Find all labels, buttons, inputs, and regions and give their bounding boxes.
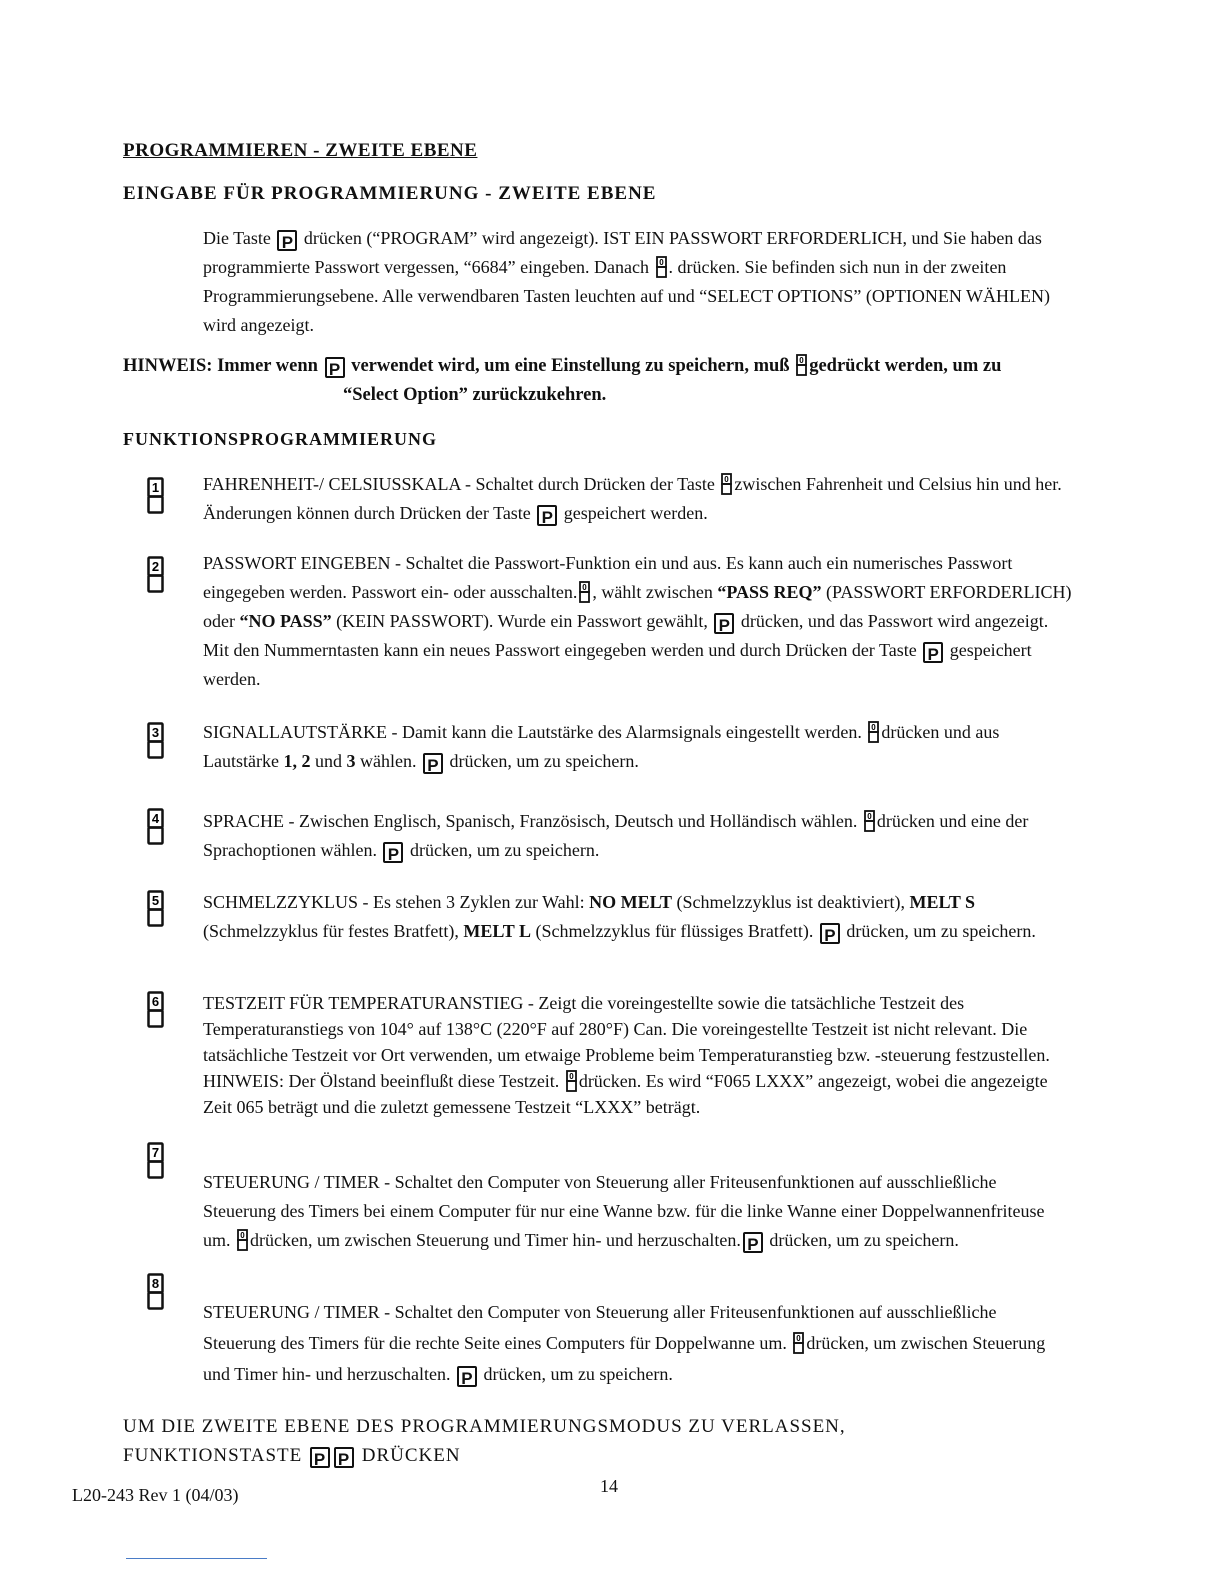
zero-key-icon: [566, 1070, 577, 1092]
function-key-digit: 6: [151, 994, 160, 1009]
svg-text:0: 0: [796, 1334, 802, 1343]
function-item-7: STEUERUNG / TIMER - Schaltet den Computer von Steuerung aller Friteusenfunktionen auf ausschließliche Steuerung des Timers bei einem Computer für nur eine Wanne bzw. für die linke Wanne einer Doppelwannenfriteuse um. 0 drücken, um zwischen Steuerung und Timer hin- und herzuschalten. P drücken, um zu speichern.: [203, 1172, 1045, 1254]
function-item-3: SIGNALLAUTSTÄRKE - Damit kann die Lautstärke des Alarmsignals eingestellt werden. 0 drücken und aus Lautstärke 1, 2 und 3 wählen. P drücken, um zu speichern.: [203, 722, 1000, 775]
p-key-icon: P: [423, 753, 443, 774]
p-key-icon: P: [457, 1366, 477, 1387]
p-key-icon: P: [923, 642, 943, 663]
function-key-digit: 3: [151, 725, 160, 740]
p-key-icon: P: [277, 230, 297, 251]
function-key-7-icon: [147, 1142, 164, 1180]
zero-key-icon: [237, 1229, 248, 1251]
svg-text:0: 0: [582, 583, 588, 592]
function-key-digit: 1: [151, 480, 160, 495]
function-key-4-icon: [147, 808, 164, 846]
p-key-icon: P: [310, 1447, 330, 1468]
page-title: PROGRAMMIEREN - ZWEITE EBENE: [123, 140, 478, 161]
function-key-digit: 2: [151, 559, 160, 574]
function-item-1: FAHRENHEIT-/ CELSIUSSKALA - Schaltet durch Drücken der Taste 0 zwischen Fahrenheit und Celsius hin und her. Änderungen können durch Drücken der Taste P gespeichert werden.: [203, 474, 1062, 527]
p-key-icon: P: [820, 923, 840, 944]
svg-text:0: 0: [658, 258, 664, 267]
p-key-icon: P: [334, 1447, 354, 1468]
function-key-5-icon: [147, 890, 164, 928]
intro-paragraph: Die Taste P drücken (“PROGRAM” wird angezeigt). IST EIN PASSWORT ERFORDERLICH, und Sie haben das programmierte Passwort vergessen, “6684” eingeben. Danach 0 . drücken. Sie befinden sich nun in der zweiten Programmierungsebene. Alle verwendbaren Tasten leuchten auf und “SELECT OPTIONS” (OPTIONEN WÄHLEN) wird angezeigt.: [203, 228, 1051, 335]
function-key-8-icon: [147, 1273, 164, 1311]
zero-key-icon: [793, 1332, 804, 1354]
zero-key-icon: [656, 256, 667, 278]
svg-text:0: 0: [569, 1072, 574, 1081]
zero-key-icon: [864, 810, 875, 832]
function-key-digit: 4: [151, 811, 160, 826]
p-key-icon: P: [714, 613, 734, 634]
function-key-3-icon: [147, 722, 164, 760]
function-item-4: SPRACHE - Zwischen Englisch, Spanisch, Französisch, Deutsch und Holländisch wählen. 0 drücken und eine der Sprachoptionen wählen. P drücken, um zu speichern.: [203, 811, 1029, 864]
note-paragraph: HINWEIS: Immer wenn P verwendet wird, um eine Einstellung zu speichern, muß 0 gedrückt werden, um zu“Select Option” zurückzukehren.: [123, 356, 1002, 405]
function-key-1-icon: [147, 477, 164, 515]
zero-key-icon: [868, 721, 879, 743]
p-key-icon: P: [325, 357, 345, 378]
p-key-icon: P: [383, 842, 403, 863]
function-key-digit: 5: [151, 893, 160, 908]
function-key-6-icon: [147, 991, 164, 1029]
function-key-2-icon: [147, 556, 164, 594]
svg-text:0: 0: [240, 1231, 245, 1240]
zero-key-icon: [796, 354, 807, 376]
p-key-icon: P: [743, 1232, 763, 1253]
function-section-title: FUNKTIONSPROGRAMMIERUNG: [123, 429, 437, 449]
function-key-digit: 7: [151, 1145, 160, 1160]
footer-line: [126, 1558, 267, 1559]
function-item-8: STEUERUNG / TIMER - Schaltet den Computer von Steuerung aller Friteusenfunktionen auf ausschließliche Steuerung des Timers für die rechte Seite eines Computers für Doppelwanne um. 0 drücken, um zwischen Steuerung und Timer hin- und herzuschalten. P drücken, um zu speichern.: [203, 1302, 1046, 1388]
svg-text:0: 0: [871, 723, 877, 732]
svg-text:0: 0: [867, 812, 872, 821]
function-item-5: SCHMELZZYKLUS - Es stehen 3 Zyklen zur Wahl: NO MELT (Schmelzzyklus ist deaktiviert), MELT S (Schmelzzyklus für festes Bratfett), MELT L (Schmelzzyklus für flüssiges Bratfett). P drücken, um zu speichern.: [203, 892, 1036, 945]
document-reference: L20-243 Rev 1 (04/03): [72, 1485, 239, 1505]
zero-key-icon: [579, 581, 590, 603]
p-key-icon: P: [537, 505, 557, 526]
exit-instruction: UM DIE ZWEITE EBENE DES PROGRAMMIERUNGSMODUS ZU VERLASSEN, FUNKTIONSTASTE P P DRÜCKEN: [123, 1416, 846, 1469]
section-subtitle: EINGABE FÜR PROGRAMMIERUNG - ZWEITE EBENE: [123, 183, 657, 204]
svg-text:0: 0: [724, 475, 730, 484]
page-number: 14: [600, 1476, 618, 1496]
zero-key-icon: [721, 473, 732, 495]
function-item-2: PASSWORT EINGEBEN - Schaltet die Passwort-Funktion ein und aus. Es kann auch ein numerisches Passwort eingegeben werden. Passwort ein- oder ausschalten. 0 , wählt zwischen “PASS REQ” (PASSWORT ERFORDERLICH) oder “NO PASS” (KEIN PASSWORT). Wurde ein Passwort gewählt, P drücken, und das Passwort wird angezeigt. Mit den Nummerntasten kann ein neues Passwort eingegeben werden und durch Drücken der Taste P gespeichert werden.: [203, 553, 1072, 689]
function-key-digit: 8: [151, 1276, 160, 1291]
svg-text:0: 0: [799, 356, 804, 365]
function-item-6: TESTZEIT FÜR TEMPERATURANSTIEG - Zeigt die voreingestellte sowie die tatsächliche Testzeit des Temperaturanstiegs von 104° auf 138°C (220°F auf 280°F) Can. Die voreingestellte Testzeit ist nicht relevant. Die tatsächliche Testzeit vor Ort verwenden, um etwaige Probleme beim Temperaturanstieg bzw. -steuerung festzustellen. HINWEIS: Der Ölstand beeinflußt diese Testzeit. 0 drücken. Es wird “F065 LXXX” angezeigt, wobei die angezeigte Zeit 065 beträgt und die zuletzt gemessene Testzeit “LXXX” beträgt.: [203, 993, 1050, 1117]
